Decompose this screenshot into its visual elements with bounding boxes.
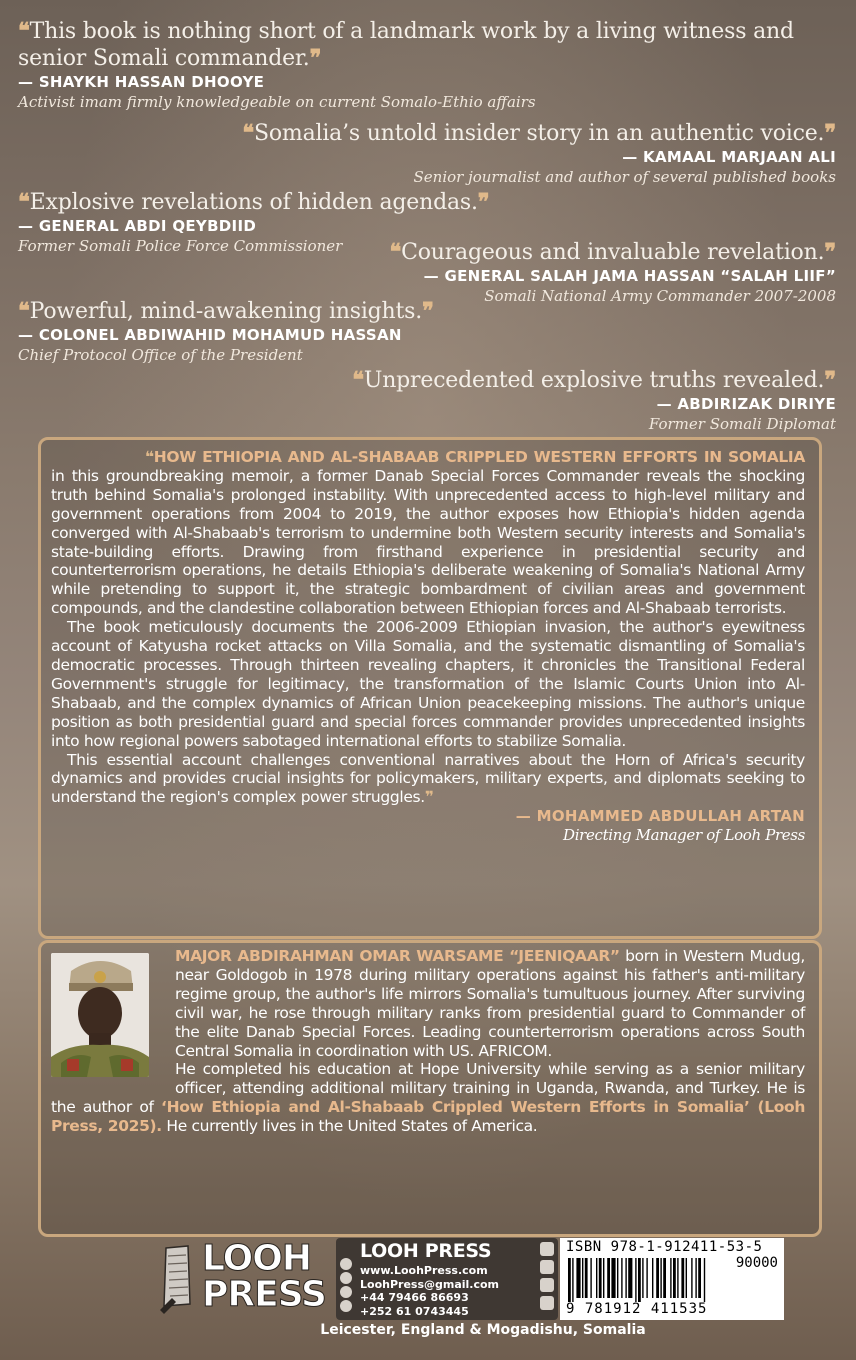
blurb-box bbox=[38, 437, 822, 939]
blurb-signature bbox=[51, 807, 805, 845]
open-quote-icon: ❝ bbox=[352, 367, 364, 393]
barcode-bar bbox=[656, 1258, 659, 1298]
barcode-bar bbox=[686, 1258, 687, 1298]
barcode-bar bbox=[673, 1258, 676, 1298]
barcode-bar bbox=[568, 1258, 571, 1302]
youtube-icon[interactable] bbox=[540, 1296, 554, 1310]
facebook-icon[interactable] bbox=[540, 1242, 554, 1256]
barcode-bar bbox=[607, 1258, 610, 1298]
barcode-bar bbox=[611, 1258, 615, 1298]
social-icons bbox=[540, 1242, 554, 1310]
quote-author: — GENERAL ABDI QEYBDIID bbox=[18, 217, 257, 235]
quote-author: — ABDIRIZAK DIRIYE bbox=[656, 395, 836, 413]
publisher-email[interactable]: LoohPress@gmail.com bbox=[360, 1277, 500, 1291]
barcode-bar bbox=[646, 1258, 647, 1298]
bio-text-1: born in Western Mudug, near Goldogob in 1978 during military operations against his father's anti-military regime group, the author's life mirrors Somalia's tumultuous journey. After surviving civil war, he rose through military ranks from presidential guard to Commander of the elite Danab Special Forces. Leading counterterrorism operations across South Central Somalia in coordination with US. AFRICOM. bbox=[175, 947, 805, 1060]
author-bio-box bbox=[38, 940, 822, 1237]
quote-role: Former Somali Police Force Commissioner bbox=[18, 237, 343, 255]
book-title: HOW ETHIOPIA AND AL-SHABAAB CRIPPLED WESTERN EFFORTS IN SOMALIA bbox=[153, 448, 805, 466]
open-quote-icon: ❝ bbox=[389, 239, 402, 265]
looh-press-logo bbox=[158, 1240, 333, 1320]
publisher-contact-box bbox=[336, 1238, 558, 1320]
barcode-bar bbox=[638, 1258, 641, 1302]
barcode-bar bbox=[660, 1258, 661, 1298]
quote-5 bbox=[18, 298, 618, 365]
quote-author: — GENERAL SALAH JAMA HASSAN “SALAH LIIF” bbox=[423, 267, 836, 285]
isbn-text: ISBN 978-1-912411-53-5 bbox=[566, 1239, 763, 1255]
quote-role: Senior journalist and author of several published books bbox=[413, 168, 836, 186]
barcode-bar bbox=[681, 1258, 684, 1298]
barcode-bar bbox=[582, 1258, 583, 1298]
open-quote-icon: ❝ bbox=[145, 448, 154, 466]
publisher-phone-uk: +44 79466 86693 bbox=[360, 1291, 469, 1304]
logo-text-looh: LOOH bbox=[202, 1238, 311, 1279]
quote-text: Powerful, mind-awakening insights. bbox=[29, 299, 423, 324]
quote-text: Explosive revelations of hidden agendas. bbox=[29, 190, 478, 215]
barcode-bar bbox=[691, 1258, 692, 1298]
barcode-bar bbox=[617, 1258, 618, 1298]
quote-role: Chief Protocol Office of the President bbox=[18, 346, 303, 364]
quote-2 bbox=[136, 120, 836, 187]
barcode-bar bbox=[642, 1258, 643, 1298]
close-quote-icon: ❞ bbox=[824, 120, 836, 146]
publisher-name: LOOH PRESS bbox=[360, 1240, 492, 1262]
blurb-author: — MOHAMMED ABDULLAH ARTAN bbox=[515, 807, 805, 826]
barcode-bar bbox=[585, 1258, 588, 1298]
quote-6 bbox=[236, 367, 836, 434]
quote-author: — COLONEL ABDIWAHID MOHAMUD HASSAN bbox=[18, 326, 402, 344]
barcode-bar bbox=[704, 1258, 705, 1302]
blurb-p1-text: in this groundbreaking memoir, a former Danab Special Forces Commander reveals the shocking truth behind Somalia's prolonged instability. With unprecedented access to high-level military and government operations from 2004 to 2019, the author exposes how Ethiopia's hidden agenda converged with Al-Shabaab's terrorism to undermine both Western security interests and Somalia's state-building efforts. Drawing from firsthand experience in presidential security and counterterrorism operations, he details Ethiopia's deliberate weakening of Somalia's National Army while pretending to support it, the strategic bombardment of civilian areas and government compounds, and the clandestine collaboration between Ethiopian forces and Al-Shabaab terrorists. bbox=[51, 466, 805, 618]
blurb-p3-text: This essential account challenges conventional narratives about the Horn of Africa's security dynamics and provides crucial insights for policymakers, military experts, and diplomats seeking to understand the region's complex power struggles. bbox=[51, 750, 805, 807]
open-quote-icon: ❝ bbox=[18, 18, 30, 44]
close-quote-icon: ❞ bbox=[309, 45, 322, 71]
blurb-paragraph-3 bbox=[51, 751, 805, 808]
quote-text: Courageous and invaluable revelation. bbox=[401, 240, 825, 265]
book-reference: ‘How Ethiopia and Al-Shabaab Crippled Western Efforts in Somalia’ (Looh Press, 2025). bbox=[51, 1098, 806, 1136]
barcode-bar bbox=[572, 1258, 573, 1302]
web-icon bbox=[340, 1258, 352, 1270]
bio-text-3: He currently lives in the United States of America. bbox=[161, 1117, 538, 1136]
quote-text: Somalia’s untold insider story in an authentic voice. bbox=[254, 121, 825, 146]
quote-text: This book is nothing short of a landmark work by a living witness and senior Somali commander. bbox=[18, 19, 794, 71]
publisher-phone-so: +252 61 0743445 bbox=[360, 1304, 469, 1318]
email-icon bbox=[340, 1272, 352, 1284]
blurb-author-role: Directing Manager of Looh Press bbox=[563, 826, 805, 845]
quote-role: Former Somali Diplomat bbox=[648, 415, 836, 433]
phone-icon bbox=[340, 1286, 352, 1298]
quote-1 bbox=[18, 18, 838, 112]
barcode-bars-icon bbox=[566, 1258, 778, 1302]
whatsapp-icon bbox=[340, 1300, 352, 1312]
barcode-bar bbox=[596, 1258, 597, 1298]
barcode-bar bbox=[628, 1258, 632, 1298]
quote-author: — KAMAAL MARJAAN ALI bbox=[622, 148, 836, 166]
close-quote-icon: ❞ bbox=[477, 189, 490, 215]
contact-icons bbox=[340, 1258, 354, 1312]
close-quote-icon: ❞ bbox=[824, 239, 836, 265]
close-quote-icon: ❞ bbox=[824, 367, 836, 393]
blurb-paragraph-1 bbox=[51, 448, 805, 618]
publisher-location: Leicester, England & Mogadishu, Somalia bbox=[320, 1322, 646, 1338]
instagram-icon[interactable] bbox=[540, 1260, 554, 1274]
quote-4 bbox=[236, 239, 836, 306]
author-bio-text bbox=[51, 947, 805, 1136]
barcode-bar bbox=[599, 1258, 602, 1298]
barcode-bar bbox=[576, 1258, 580, 1298]
barcode-bar bbox=[698, 1258, 701, 1298]
open-quote-icon: ❝ bbox=[18, 298, 30, 324]
barcode-bar bbox=[652, 1258, 653, 1298]
quote-role: Activist imam firmly knowledgeable on current Somalo-Ethio affairs bbox=[18, 93, 536, 111]
open-quote-icon: ❝ bbox=[242, 120, 254, 146]
barcode-bar bbox=[590, 1258, 591, 1298]
quote-role: Somali National Army Commander 2007-2008 bbox=[484, 287, 836, 305]
twitter-icon[interactable] bbox=[540, 1278, 554, 1292]
logo-text-press: PRESS bbox=[202, 1274, 326, 1315]
barcode-bar bbox=[677, 1258, 678, 1298]
author-name: MAJOR ABDIRAHMAN OMAR WARSAME “JEENIQAAR” bbox=[175, 947, 620, 965]
barcode-bar bbox=[635, 1258, 636, 1302]
price-code: 90000 bbox=[735, 1255, 778, 1271]
blurb-paragraph-2: The book meticulously documents the 2006-2009 Ethiopian invasion, the author's eyewitness account of Katyusha rocket attacks on Villa Somalia, and the systematic dismantling of Somalia's democratic processes. Through thirteen revealing chapters, it chronicles the Transitional Federal Government's struggle for legitimacy, the transformation of the Islamic Courts Union into Al-Shabaab, and the complex dynamics of African Union peacekeeping missions. The author's unique position as both presidential guard and special forces commander provides unprecedented insights into how regional powers sabotaged international efforts to stabilize Somalia. bbox=[51, 618, 805, 750]
barcode-bar bbox=[695, 1258, 696, 1298]
quote-text: Unprecedented explosive truths revealed. bbox=[363, 368, 825, 393]
quote-author: — SHAYKH HASSAN DHOOYE bbox=[18, 73, 265, 91]
barcode-bar bbox=[621, 1258, 622, 1298]
open-quote-icon: ❝ bbox=[18, 189, 30, 215]
blurb-text bbox=[51, 448, 805, 845]
barcode-digits: 9 781912 411535 bbox=[566, 1301, 708, 1317]
barcode-bar bbox=[663, 1258, 666, 1298]
bio-text-2: He completed his education at Hope University while serving as a senior military officer, attending additional military training in Uganda, Rwanda, and Turkey. He is the author of bbox=[51, 1060, 805, 1117]
barcode-bar bbox=[603, 1258, 604, 1298]
barcode-bar bbox=[625, 1258, 626, 1298]
close-quote-icon: ❞ bbox=[422, 298, 434, 324]
barcode-bar bbox=[670, 1258, 671, 1298]
publisher-website[interactable]: www.LoohPress.com bbox=[360, 1264, 488, 1277]
isbn-barcode bbox=[560, 1238, 784, 1320]
close-quote-icon: ❞ bbox=[424, 788, 434, 807]
